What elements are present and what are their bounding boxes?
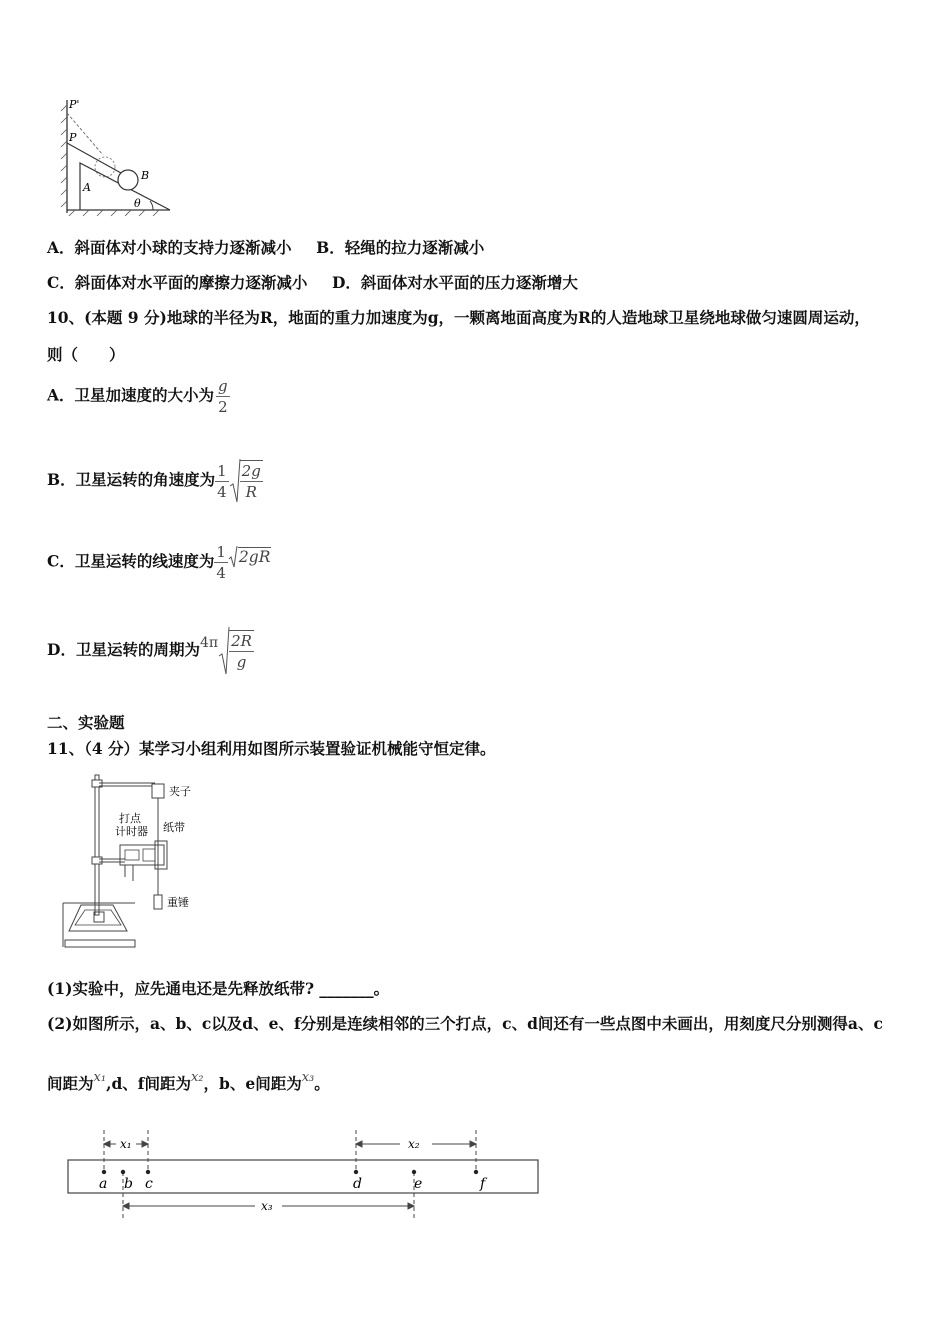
q11-part-2-line-1 — [47, 1012, 883, 1034]
radical-sign-icon — [228, 545, 238, 569]
q11-stem-text: 11、（4 分）某学习小组利用如图所示装置验证机械能守恒定律。 — [47, 739, 496, 758]
q9-options-row-2 — [47, 271, 578, 293]
incline-figure — [55, 95, 180, 220]
coef-num: 1 — [217, 461, 227, 480]
label-clip: 夹子 — [169, 785, 191, 798]
q10-option-a — [47, 376, 230, 417]
rad-num: 2R — [231, 632, 252, 650]
q9-option-a: A．斜面体对小球的支持力逐渐减小 — [47, 238, 292, 257]
option-d-text: 卫星运转的周期为 — [75, 640, 200, 659]
q9-option-d: D．斜面体对水平面的压力逐渐增大 — [331, 273, 578, 292]
q9-options-row-1 — [47, 236, 484, 258]
q11-part-2-text-c: ，b、e间距为 — [203, 1074, 302, 1093]
q9-option-c: C．斜面体对水平面的摩擦力逐渐减小 — [47, 273, 308, 292]
q11-part-1 — [47, 977, 389, 999]
rad-num: 2g — [241, 462, 261, 480]
tape-x2: x₂ — [408, 1137, 420, 1151]
tape-x1: x₁ — [120, 1137, 132, 1151]
option-d-label: D． — [47, 640, 76, 659]
q11-part-2-text: (2)如图所示，a、b、c以及d、e、f分别是连续相邻的三个打点，c、d间还有一些点图中未画出，用刻度尺分别测得a、c — [47, 1014, 883, 1033]
option-b-label: B． — [47, 470, 76, 489]
section-title — [47, 711, 125, 733]
sqrt-2r-over-g — [218, 626, 254, 676]
coef-frac — [215, 461, 229, 502]
label-weight: 重锤 — [167, 896, 189, 909]
q11-part-2-text-d: 。 — [314, 1074, 330, 1093]
q10-stem-line-2 — [47, 343, 125, 365]
point-d: d — [353, 1176, 362, 1192]
var-x1: x₁ — [93, 1070, 107, 1085]
point-f: f — [480, 1176, 486, 1192]
label-a: A — [83, 181, 91, 194]
q10-stem-text-2: 则（ ） — [47, 345, 125, 364]
sqrt-2gr — [228, 545, 271, 569]
point-a: a — [99, 1176, 108, 1192]
q10-option-d — [47, 626, 254, 676]
q11-stem — [47, 737, 496, 759]
frac-den: 2 — [218, 398, 228, 416]
label-timer-2: 计时器 — [115, 825, 148, 838]
option-a-label: A． — [47, 385, 75, 405]
coef-den: 4 — [216, 564, 226, 582]
tape-figure — [60, 1120, 550, 1225]
label-tape: 纸带 — [163, 821, 185, 834]
q11-part-1-text: (1)实验中，应先通电还是先释放纸带? _______。 — [47, 979, 390, 998]
rad-den: g — [236, 653, 247, 671]
q10-option-c — [47, 542, 271, 583]
label-p: P — [69, 131, 77, 144]
coef-den: 4 — [217, 482, 227, 501]
coef-4pi: 4π — [199, 635, 219, 651]
q11-part-2-line-2 — [47, 1072, 330, 1094]
label-p-prime: P' — [69, 98, 80, 111]
option-c-text: 卫星运转的线速度为 — [74, 551, 215, 571]
q11-part-2-text-a: 间距为 — [47, 1074, 94, 1093]
frac-num: g — [218, 377, 228, 395]
option-a-text: 卫星加速度的大小为 — [74, 385, 215, 405]
q9-option-b: B．轻绳的拉力逐渐减小 — [316, 238, 485, 257]
point-b: b — [124, 1176, 133, 1192]
apparatus-figure — [55, 765, 215, 955]
label-theta: θ — [134, 197, 141, 210]
coef-frac — [214, 542, 228, 583]
section-title-text: 二、实验题 — [47, 713, 125, 732]
label-timer-1: 打点 — [119, 812, 141, 825]
coef-num: 1 — [216, 543, 226, 561]
frac-g-over-2 — [216, 376, 230, 417]
q11-part-2-text-b: ,d、f间距为 — [106, 1074, 191, 1093]
rad-den: R — [245, 483, 257, 501]
sqrt-2g-over-r — [229, 458, 263, 504]
q10-stem-text: 10、(本题 9 分)地球的半径为R，地面的重力加速度为g，一颗离地面高度为R的人造地球卫星绕地球做匀速圆周运动， — [47, 308, 870, 327]
q10-option-b — [47, 458, 263, 504]
var-x3: x₃ — [301, 1070, 315, 1085]
point-e: e — [414, 1176, 423, 1192]
radicand: 2gR — [238, 547, 271, 566]
var-x2: x₂ — [190, 1070, 204, 1085]
tape-x3: x₃ — [261, 1199, 273, 1213]
label-b: B — [141, 169, 150, 182]
option-b-text: 卫星运转的角速度为 — [75, 470, 216, 489]
point-c: c — [145, 1176, 153, 1192]
q10-stem-line-1 — [47, 306, 870, 328]
option-c-label: C． — [47, 551, 75, 571]
